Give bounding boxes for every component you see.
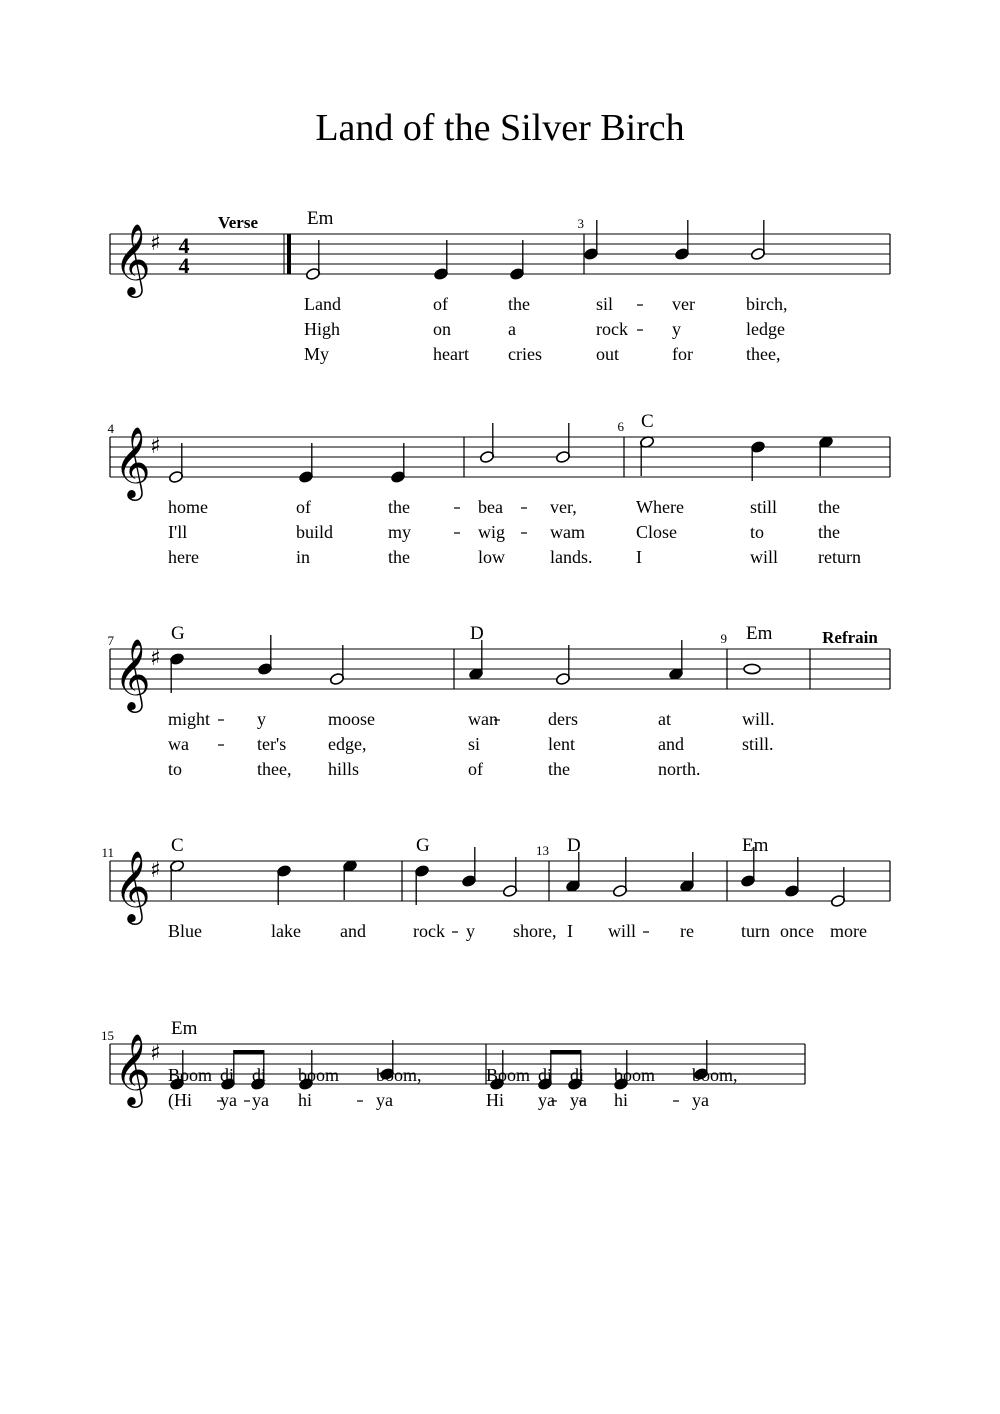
treble-clef-icon: 𝄞 [114,637,151,710]
lyric-syllable: heart [433,344,469,364]
lyric-syllable: (Hi [168,1090,192,1110]
measure-number: 6 [617,419,624,434]
lyric-syllable: thee, [746,344,781,364]
lyric-syllable: wan [468,709,498,729]
lyric-syllable: ver, [550,497,577,517]
lyric-syllable: hi [614,1090,629,1110]
note [502,857,517,898]
chord-symbol: C [641,411,654,432]
lyric-syllable: wig [478,522,505,542]
lyric-syllable: the [388,547,410,567]
note [169,652,184,693]
lyric-syllable: home [168,497,208,517]
lyric-syllable: return [818,547,861,567]
lyric-syllable: bea [478,497,503,517]
chord-symbol: Em [746,623,773,644]
lyric-syllable: of [296,497,311,517]
lyric-syllable: ya [538,1090,555,1110]
lyric-syllable: boom, [692,1065,738,1085]
lyric-syllable: ya [376,1090,393,1110]
sharp-icon: ♯ [150,646,161,671]
treble-clef-icon: 𝄞 [114,222,151,295]
note [342,859,357,900]
lyric-syllable: boom [614,1065,656,1085]
lyric-syllable: y [257,709,266,729]
lyric-syllable: Boom [168,1065,213,1085]
lyric-syllable: on [433,319,451,339]
measure-number: 13 [536,843,549,858]
lyric-syllable: lake [271,921,301,941]
lyric-syllable: will. [742,709,775,729]
note [679,852,694,893]
lyric-syllable: Hi [486,1090,504,1110]
lyric-syllable: the [388,497,410,517]
time-signature-top: 4 [178,233,190,258]
lyric-syllable: di [570,1065,585,1085]
measure-number: 9 [720,631,727,646]
note [390,443,405,484]
chord-symbol: D [470,623,484,644]
lyric-syllable: sil [596,294,614,314]
lyric-syllable: will [608,921,637,941]
note [509,240,524,281]
lyric-syllable: here [168,547,199,567]
lyric-syllable: Close [636,522,678,542]
section-label: Refrain [822,628,878,647]
lyric-syllable: Blue [168,921,202,941]
sharp-icon: ♯ [150,434,161,459]
section-label: Verse [218,213,258,232]
lyric-syllable: High [304,319,340,339]
lyric-syllable: of [433,294,448,314]
sharp-icon: ♯ [150,231,161,256]
lyric-syllable: the [548,759,570,779]
lyric-syllable: the [818,497,840,517]
chord-symbol: G [171,623,185,644]
lyric-syllable: di [252,1065,267,1085]
lyric-syllable: more [830,921,867,941]
note [461,847,476,888]
lyric-syllable: hi [298,1090,313,1110]
lyric-syllable: di [220,1065,235,1085]
lyric-syllable: I [636,547,642,567]
lyric-syllable: wam [550,522,585,542]
lyric-syllable: still [750,497,778,517]
beam [551,1050,581,1055]
lyric-syllable: Land [304,294,341,314]
lyric-syllable: shore, [513,921,557,941]
treble-clef-icon: 𝄞 [114,849,151,922]
treble-clef-icon: 𝄞 [114,425,151,498]
measure-number: 15 [101,1028,114,1043]
note [329,645,344,686]
lyric-syllable: to [168,759,183,779]
note [583,220,598,261]
lyric-syllable: ya [220,1090,237,1110]
note [830,867,845,908]
lyric-syllable: a [508,319,516,339]
lyric-syllable: lent [548,734,575,754]
note [639,435,654,476]
lyric-syllable: build [296,522,334,542]
lyric-syllable: My [304,344,330,364]
note [169,859,184,900]
note [468,640,483,681]
lyric-syllable: north. [658,759,701,779]
lyric-syllable: cries [508,344,542,364]
lyric-syllable: ders [548,709,578,729]
note [414,864,429,905]
lyric-syllable: ya [692,1090,709,1110]
lyric-syllable: might [168,709,211,729]
lyric-syllable: ya [570,1090,587,1110]
chord-symbol: Em [171,1018,198,1039]
note [612,857,627,898]
sharp-icon: ♯ [150,858,161,883]
lyric-syllable: the [818,522,840,542]
lyric-syllable: wa [168,734,189,754]
lyric-syllable: at [658,709,671,729]
note [750,220,765,261]
lyric-syllable: di [538,1065,553,1085]
lyric-syllable: edge, [328,734,367,754]
lyric-syllable: rock [596,319,628,339]
lyric-syllable: lands. [550,547,593,567]
lyric-syllable: boom, [376,1065,422,1085]
measure-number: 4 [107,421,114,436]
note [555,423,570,464]
beam [234,1050,264,1055]
note [750,440,765,481]
lyric-syllable: rock [413,921,445,941]
note [555,645,570,686]
chord-symbol: Em [742,835,769,856]
lyric-syllable: of [468,759,483,779]
lyric-syllable: once [780,921,814,941]
lyric-syllable: ter's [257,734,287,754]
note [257,635,272,676]
measure-number: 7 [107,633,114,648]
notehead [744,664,760,673]
lyric-syllable: thee, [257,759,292,779]
lyric-syllable: low [478,547,505,567]
note [784,857,799,898]
lyric-syllable: will [750,547,779,567]
chord-symbol: G [416,835,430,856]
lyric-syllable: turn [741,921,770,941]
note [433,240,448,281]
chord-symbol: D [567,835,581,856]
lyric-syllable: out [596,344,620,364]
lyric-syllable: moose [328,709,375,729]
lyric-syllable: the [508,294,530,314]
lyric-syllable: Boom [486,1065,531,1085]
lyric-syllable: in [296,547,311,567]
note [674,220,689,261]
lyric-syllable: for [672,344,693,364]
lyric-syllable: my [388,522,412,542]
lyric-syllable: ya [252,1090,269,1110]
lyric-syllable: to [750,522,765,542]
lyric-syllable: and [340,921,366,941]
note [668,640,683,681]
note [305,240,320,281]
note [276,864,291,905]
lyric-syllable: hills [328,759,360,779]
measure-number: 11 [101,845,114,860]
lyric-syllable: re [680,921,694,941]
lyric-syllable: birch, [746,294,788,314]
note [479,423,494,464]
lyric-syllable: I [567,921,573,941]
lyric-syllable: si [468,734,481,754]
time-signature-bottom: 4 [178,253,190,278]
chord-symbol: C [171,835,184,856]
sharp-icon: ♯ [150,1041,161,1066]
lyric-syllable: still. [742,734,774,754]
lyric-syllable: and [658,734,684,754]
lyric-syllable: I'll [168,522,188,542]
lyric-syllable: Where [636,497,684,517]
note [744,664,760,673]
treble-clef-icon: 𝄞 [114,1032,151,1105]
page-title: Land of the Silver Birch [315,107,685,149]
lyric-syllable: y [466,921,475,941]
lyric-syllable: ledge [746,319,785,339]
chord-symbol: Em [307,208,334,229]
note [565,852,580,893]
lyric-syllable: ver [672,294,695,314]
note [168,443,183,484]
note [298,443,313,484]
lyric-syllable: y [672,319,681,339]
measure-number: 3 [577,216,584,231]
note [818,435,833,476]
lyric-syllable: boom [298,1065,340,1085]
